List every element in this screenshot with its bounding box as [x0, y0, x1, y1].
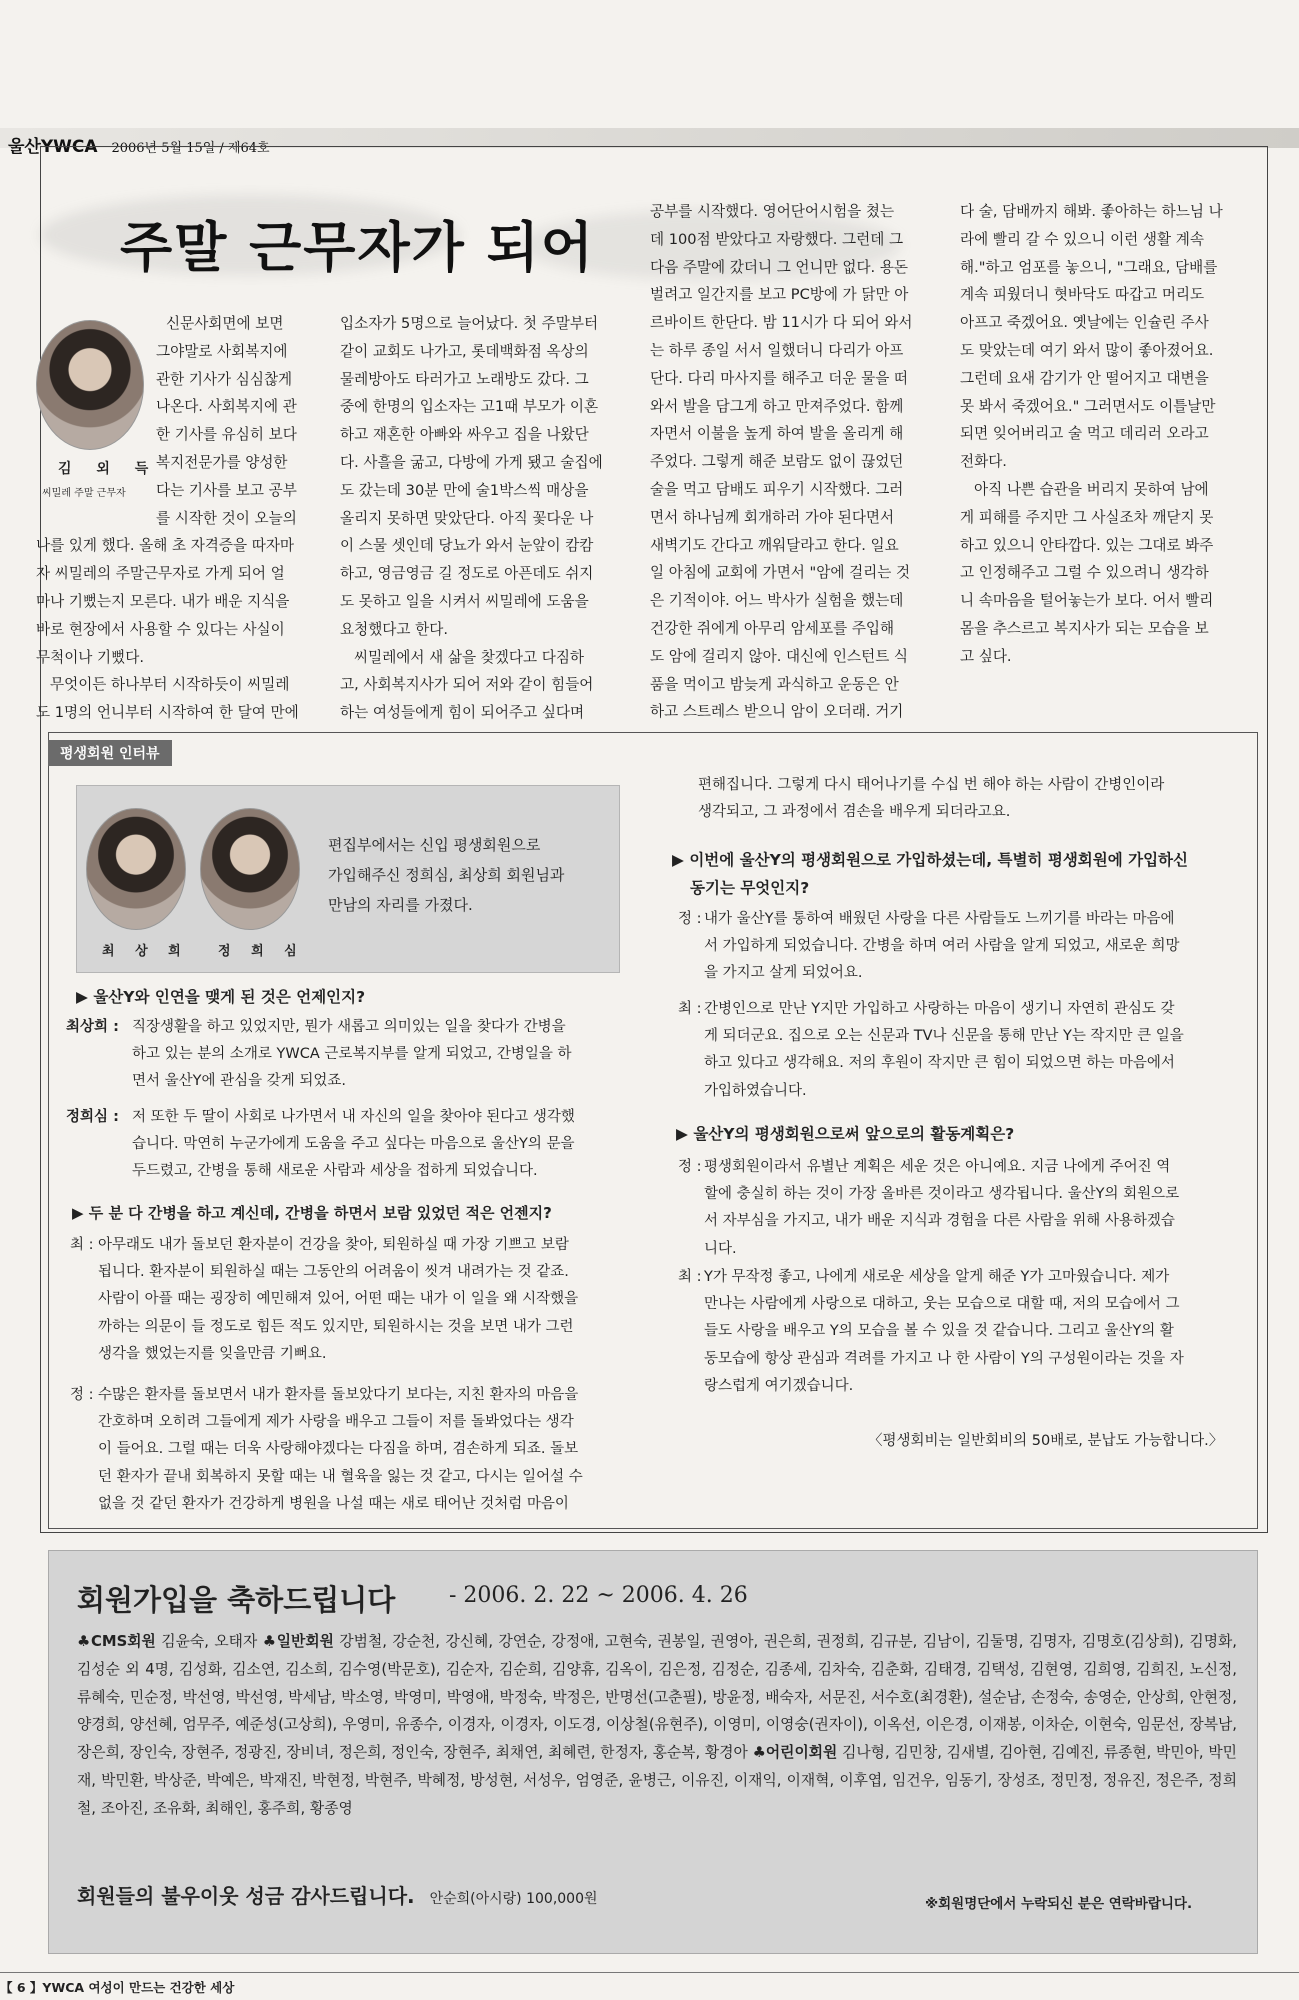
text-line: 가입해주신 정희심, 최상희 회원님과: [328, 866, 565, 884]
text-line: 을 가지고 살게 되었어요.: [704, 965, 863, 982]
interview-question-4: ▶ 울산Y의 평생회원으로써 앞으로의 활동계획은?: [676, 1125, 1015, 1143]
speaker-label: 최 :: [678, 1269, 702, 1285]
text-line: 이 스물 셋인데 당뇨가 와서 눈앞이 캄캄: [340, 537, 594, 555]
text-line: 술을 먹고 담배도 피우기 시작했다. 그러: [650, 480, 904, 498]
text-line: 가입하였습니다.: [704, 1082, 807, 1099]
interview-answer-7: [678, 1154, 1243, 1263]
text-line: 간병인으로 만난 Y지만 가입하고 사랑하는 마음이 생기니 자연히 관심도 갖: [704, 1001, 1175, 1017]
text-line: 품을 먹이고 밤늦게 과식하고 운동은 안: [650, 675, 899, 693]
text-line: 몸을 추스르고 복지사가 되는 모습을 보: [960, 619, 1209, 637]
text-line: 사람이 아플 때는 굉장히 예민해져 있어, 어떤 때는 내가 이 일을 왜 시작했을: [98, 1291, 579, 1308]
text-line: 편해집니다. 그렇게 다시 태어나기를 수십 번 해야 하는 사람이 간병인이라: [698, 777, 1165, 793]
interviewee-name-1: 최 상 희: [102, 944, 189, 959]
text-line: 고 싶다.: [960, 647, 1012, 665]
text-line: 르바이트 한단다. 밤 11시가 다 되어 와서: [650, 314, 913, 332]
cms-members-label: ♣CMS회원: [77, 1633, 156, 1650]
text-line: 게 되더군요. 집으로 오는 신문과 TV나 신문을 통해 만난 Y는 작지만 큰 일을: [704, 1028, 1184, 1045]
interviewee-photo-1: [86, 808, 186, 930]
text-line: 없을 것 같던 환자가 건강하게 병원을 나설 때는 새로 태어난 것처럼 마음이: [98, 1495, 569, 1512]
fee-note: 〈평생회비는 일반회비의 50배로, 분납도 가능합니다.〉: [868, 1433, 1224, 1449]
new-members-date-range: - 2006. 2. 22 ~ 2006. 4. 26: [449, 1583, 748, 1608]
text-line: 서 자부심을 가지고, 내가 배운 지식과 경험을 다른 사람을 위해 사용하겠습: [704, 1213, 1175, 1230]
text-line: 면서 하나님께 회개하러 가야 된다면서: [650, 508, 895, 526]
text-line: 까하는 의문이 들 정도로 힘든 적도 있지만, 퇴원하시는 것을 보면 내가 그런: [98, 1318, 574, 1335]
interview-answer-8: [678, 1264, 1243, 1400]
speaker-label: 정 :: [70, 1387, 94, 1403]
author-name: 김 외 득: [58, 461, 159, 477]
text-line: 동기는 무엇인지?: [690, 879, 810, 897]
speaker-label: 최 :: [678, 1001, 702, 1017]
text-line: 도 맞았는데 여기 와서 많이 좋아졌어요.: [960, 341, 1214, 359]
text-line: 새벽기도 간다고 깨워달라고 한다. 일요: [650, 536, 899, 554]
text-line: 건강한 쥐에게 아무리 암세포를 주입해: [650, 619, 895, 637]
text-line: ▶ 이번에 울산Y의 평생회원으로 가입하셨는데, 특별히 평생회원에 가입하신: [672, 851, 1188, 869]
article-column-2: [340, 310, 630, 727]
article-column-3: [650, 198, 940, 726]
text-line: 서 가입하게 되었습니다. 간병을 하며 여러 사람을 알게 되었고, 새로운 희망: [704, 938, 1180, 955]
text-line: 하고 재혼한 아빠와 싸우고 집을 나왔단: [340, 426, 589, 444]
text-line: 은 기적이야. 어느 박사가 실험을 했는데: [650, 592, 904, 610]
text-line: 니 속마음을 털어놓는가 보다. 어서 빨리: [960, 592, 1214, 610]
speaker-label: 정 :: [678, 911, 702, 927]
text-line: 중에 한명의 입소자는 고1때 부모가 이혼: [340, 398, 599, 416]
text-line: 자면서 이불을 높게 하여 발을 올리게 해: [650, 425, 904, 443]
speaker-label: 최상희 :: [66, 1019, 119, 1035]
text-line: 공부를 시작했다. 영어단어시험을 쳤는: [650, 203, 895, 220]
text-line: 도 못하고 일을 시켜서 씨밀레에 도움을: [340, 592, 589, 610]
text-line: 와서 발을 담그게 하고 만져주었다. 함께: [650, 397, 904, 415]
text-line: 해."하고 엄포를 놓으니, "그래요, 담배를: [960, 258, 1218, 276]
text-line: 들도 사랑을 배우고 Y의 모습을 볼 수 있을 것 같습니다. 그리고 울산Y의 활: [704, 1323, 1174, 1340]
text-line: 만남의 자리를 가졌다.: [328, 896, 473, 914]
text-line: 바로 현장에서 사용할 수 있다는 사실이: [36, 620, 285, 638]
text-line: 도 1명의 언니부터 시작하여 한 달여 만에: [36, 704, 299, 722]
text-line: 나를 있게 했다. 올해 초 자격증을 따자마: [36, 537, 295, 555]
missing-members-note: ※회원명단에서 누락되신 분은 연락바랍니다.: [925, 1896, 1193, 1912]
text-line: 못 봐서 죽겠어요." 그러면서도 이틀날만: [960, 397, 1216, 415]
article-column-1: [36, 310, 324, 727]
text-line: 하고 있는 분의 소개로 YWCA 근로복지부를 알게 되었고, 간병일을 하: [132, 1046, 572, 1063]
text-line: 습니다. 막연히 누군가에게 도움을 주고 싶다는 마음으로 울산Y의 문을: [132, 1136, 575, 1153]
text-line: 하고 있다고 생각해요. 저의 후원이 작지만 큰 힘이 되었으면 하는 마음에서: [704, 1055, 1175, 1072]
text-line: 고, 사회복지사가 되어 저와 같이 힘들어: [340, 676, 594, 694]
interview-intro-text: [328, 830, 598, 920]
text-line: 생각되고, 그 과정에서 겸손을 배우게 되더라고요.: [698, 804, 1011, 821]
text-line: 던 환자가 끝내 회복하지 못할 때는 내 혈육을 잃는 것 같고, 다시는 일어설 수: [98, 1468, 583, 1485]
text-line: 그런데 요새 감기가 안 떨어지고 대변을: [960, 369, 1209, 387]
donation-detail: 안순희(아시랑) 100,000원: [429, 1891, 598, 1907]
article-title: 주말 근무자가 되어: [120, 215, 595, 279]
text-line: 수많은 환자를 돌보면서 내가 환자를 돌보았다기 보다는, 지친 환자의 마음을: [98, 1387, 579, 1403]
text-line: 되면 잊어버리고 술 먹고 데리러 오라고: [960, 425, 1209, 443]
text-line: 신문사회면에 보면: [166, 315, 284, 332]
text-line: 복지전문가를 양성한: [156, 453, 288, 471]
interview-answer-1: [66, 1014, 636, 1096]
text-line: 다는 기사를 보고 공부: [156, 481, 297, 499]
text-line: 간호하며 오히려 그들에게 제가 사랑을 배우고 그들이 저를 돌봐었다는 생각: [98, 1414, 574, 1431]
text-line: 계속 피웠더니 혓바닥도 따갑고 머리도: [960, 286, 1205, 304]
text-line: 다 술, 담배까지 해봐. 좋아하는 하느님 나: [960, 203, 1223, 220]
text-line: 아무래도 내가 돌보던 환자분이 건강을 찾아, 퇴원하실 때 가장 기쁘고 보람: [98, 1237, 569, 1253]
text-line: 내가 울산Y를 통하여 배웠던 사랑을 다른 사람들도 느끼기를 바라는 마음에: [704, 911, 1175, 927]
text-line: 마나 기뻤는지 모른다. 내가 배운 지식을: [36, 592, 290, 610]
interview-answer-2: [66, 1104, 636, 1186]
page-footer: 【 6 】YWCA 여성이 만드는 건강한 세상: [0, 1980, 235, 1995]
text-line: 벌려고 일간지를 보고 PC방에 가 닭만 아: [650, 286, 909, 304]
text-line: 주었다. 그렇게 해준 보람도 없이 끊었던: [650, 453, 904, 471]
text-line: 올리지 못하면 맞았단다. 아직 꽃다운 나: [340, 509, 594, 527]
text-line: 물레방아도 타러가고 노래방도 갔다. 그: [340, 370, 589, 388]
text-line: 평생회원이라서 유별난 계획은 세운 것은 아니예요. 지금 나에게 주어진 역: [704, 1159, 1171, 1175]
text-line: 한 기사를 유심히 보다: [156, 426, 297, 444]
article-column-4: [960, 198, 1252, 671]
text-line: 니다.: [704, 1240, 737, 1257]
text-line: 이 들어요. 그럴 때는 더욱 사랑해야겠다는 다짐을 하며, 겸손하게 되죠. 돌보: [98, 1441, 579, 1458]
interview-question-1: ▶ 울산Y와 인연을 맺게 된 것은 언제인지?: [76, 988, 366, 1006]
text-line: 하고 있으니 안타깝다. 있는 그대로 봐주: [960, 536, 1214, 554]
general-members-names: 강범철, 강순천, 강신혜, 강연순, 강정애, 고현숙, 권봉일, 권영아, 권은희, 권정희, 김규분, 김남이, 김둘명, 김명자, 김명호(김상희), 김명화, 김성순 외 4명, 김성화, 김소연, 김소희, 김수영(박문호), 김순자, 김순희, 김양휴, 김옥이, 김은정, 김정순, 김종세, 김차숙, 김춘화, 김태경, 김택성, 김현영, 김희영, 김희진, 노신정, 류혜숙, 민순정, 박선영, 박선영, 박세남, 박소영, 박영미, 박영애, 박정숙, 박정은, 반명선(고춘필), 방윤정, 배숙자, 서문진, 서수호(최경환), 설순남, 손정숙, 송영순, 안상희, 안현정, 양경희, 양선혜, 엄무주, 예준성(고상희), 우영미, 유종수, 이경자, 이경자, 이도경, 이상철(유현주), 이영미, 이영숭(권자이), 이옥선, 이은경, 이재봉, 이차순, 이현숙, 임문선, 장복남, 장은희, 장인숙, 장현주, 정광진, 장비녀, 정은희, 정인숙, 장현주, 최채연, 최혜련, 한정자, 홍순복, 황경아: [77, 1633, 1238, 1762]
interview-answer-4-continued: [698, 772, 1238, 826]
text-line: 다. 사흘을 굶고, 다방에 가게 됐고 술집에: [340, 453, 603, 471]
text-line: 편집부에서는 신입 평생회원으로: [328, 836, 541, 854]
general-members-label: ♣일반회원: [262, 1633, 334, 1650]
text-line: 는 하루 종일 서서 일했더니 다리가 아프: [650, 341, 904, 359]
text-line: 나온다. 사회복지에 관: [156, 398, 297, 416]
text-line: 아직 나쁜 습관을 버리지 못하여 남에: [974, 480, 1209, 498]
text-line: 하는 여성들에게 힘이 되어주고 싶다며: [340, 704, 585, 722]
text-line: 씨밀레에서 새 삶을 찾겠다고 다짐하: [354, 648, 585, 666]
text-line: 를 시작한 것이 오늘의: [156, 509, 297, 527]
text-line: 하고, 영금영금 길 정도로 아픈데도 쉬지: [340, 565, 594, 583]
text-line: 단다. 다리 마사지를 해주고 더운 물을 떠: [650, 369, 909, 387]
text-line: 두드렸고, 간병을 통해 새로운 사람과 세상을 접하게 되었습니다.: [132, 1163, 538, 1180]
speaker-label: 정희심 :: [66, 1109, 119, 1125]
text-line: 일 아침에 교회에 가면서 "암에 걸리는 것: [650, 564, 911, 582]
interviewee-name-2: 정 희 심: [218, 944, 305, 959]
text-line: 무엇이든 하나부터 시작하듯이 씨밀레: [50, 676, 290, 694]
text-line: 동모습에 항상 관심과 격려를 가지고 나 한 사람이 Y의 구성원이라는 것을 자: [704, 1350, 1184, 1367]
author-role: 씨밀레 주말 근무자: [42, 488, 126, 499]
text-line: 면서 울산Y에 관심을 갖게 되었죠.: [132, 1073, 346, 1090]
text-line: 입소자가 5명으로 늘어났다. 첫 주말부터: [340, 315, 599, 332]
text-line: Y가 무작정 좋고, 나에게 새로운 세상을 알게 해준 Y가 고마웠습니다. 제가: [704, 1269, 1170, 1285]
text-line: 아프고 죽겠어요. 옛날에는 인슐린 주사: [960, 314, 1209, 332]
speaker-label: 최 :: [70, 1237, 94, 1253]
text-line: 고 인정해주고 그럴 수 있으려니 생각하: [960, 564, 1209, 582]
text-line: 게 피해를 주지만 그 사실조차 깨닫지 못: [960, 508, 1214, 526]
cms-members-names: 김윤숙, 오태자: [161, 1633, 258, 1650]
speaker-label: 정 :: [678, 1159, 702, 1175]
new-members-list: [77, 1628, 1237, 1823]
interview-question-2: ▶ 두 분 다 간병을 하고 계신데, 간병을 하면서 보람 있었던 적은 언젠지?: [72, 1204, 552, 1222]
text-line: 할에 충실히 하는 것이 가장 올바른 것이라고 생각됩니다. 울산Y의 회원으로: [704, 1186, 1180, 1203]
text-line: 무척이나 기뻤다.: [36, 648, 144, 666]
text-line: 관한 기사가 심심찮게: [156, 370, 293, 388]
text-line: 같이 교회도 나가고, 롯데백화점 옥상의: [340, 342, 589, 360]
new-members-title: 회원가입을 축하드립니다: [77, 1583, 396, 1617]
donation-thanks-title: 회원들의 불우이웃 성금 감사드립니다.: [77, 1884, 415, 1908]
text-line: 전화다.: [960, 453, 1007, 471]
interview-answer-6: [678, 996, 1243, 1105]
interviewee-photo-2: [200, 808, 300, 930]
interview-question-3: [672, 846, 1242, 902]
child-members-names: 김나형, 김민창, 김새별, 김아현, 김예진, 류종현, 박민아, 박민재, 박민환, 박상준, 박예은, 박재진, 박현정, 박현주, 박혜정, 방성현, 서성우, 엄영준, 윤병근, 이유진, 이재익, 이재혁, 이후엽, 임건우, 임동기, 장성조, 정민정, 정유진, 정은주, 정희철, 조아진, 조유화, 최해인, 홍주희, 황종영: [77, 1744, 1237, 1817]
footer-rule: [0, 1972, 1299, 1973]
interview-tab-label: 평생회원 인터뷰: [48, 740, 172, 766]
donation-thanks: [77, 1880, 598, 1909]
interview-answer-5: [678, 906, 1243, 988]
masthead-name: 울산YWCA: [8, 137, 98, 157]
text-line: 도 암에 걸리지 않아. 대신에 인스턴트 식: [650, 647, 909, 665]
text-line: 자 씨밀레의 주말근무자로 가게 되어 얼: [36, 565, 285, 583]
text-line: 요청했다고 한다.: [340, 620, 448, 638]
text-line: 직장생활을 하고 있었지만, 뭔가 새롭고 의미있는 일을 찾다가 간병을: [132, 1019, 566, 1035]
text-line: 데 100점 받았다고 자랑했다. 그런데 그: [650, 230, 904, 248]
text-line: 됩니다. 환자분이 퇴원하실 때는 그동안의 어려움이 씻겨 내려가는 것 같죠.: [98, 1264, 569, 1281]
interview-answer-3: [70, 1232, 640, 1368]
text-line: 라에 빨리 갈 수 있으니 이런 생활 계속: [960, 230, 1204, 248]
text-line: 하고 스트레스 받으니 암이 오더래. 거기: [650, 703, 904, 721]
text-line: 다음 주말에 갔더니 그 언니만 없다. 용돈: [650, 258, 909, 276]
text-line: 도 갔는데 30분 만에 술1박스씩 매상을: [340, 481, 589, 499]
interview-answer-4: [70, 1382, 640, 1518]
text-line: 만나는 사람에게 사랑으로 대하고, 웃는 모습으로 대할 때, 저의 모습에서 그: [704, 1296, 1180, 1313]
child-members-label: ♣어린이회원: [752, 1744, 838, 1762]
text-line: 생각을 했었는지를 잊을만큼 기뻐요.: [98, 1345, 327, 1362]
text-line: 그야말로 사회복지에: [156, 342, 288, 360]
masthead-date: 2006년 5월 15일 / 제64호: [111, 141, 270, 156]
text-line: 랑스럽게 여기겠습니다.: [704, 1377, 854, 1394]
text-line: 저 또한 두 딸이 사회로 나가면서 내 자신의 일을 찾아야 된다고 생각했: [132, 1109, 575, 1125]
